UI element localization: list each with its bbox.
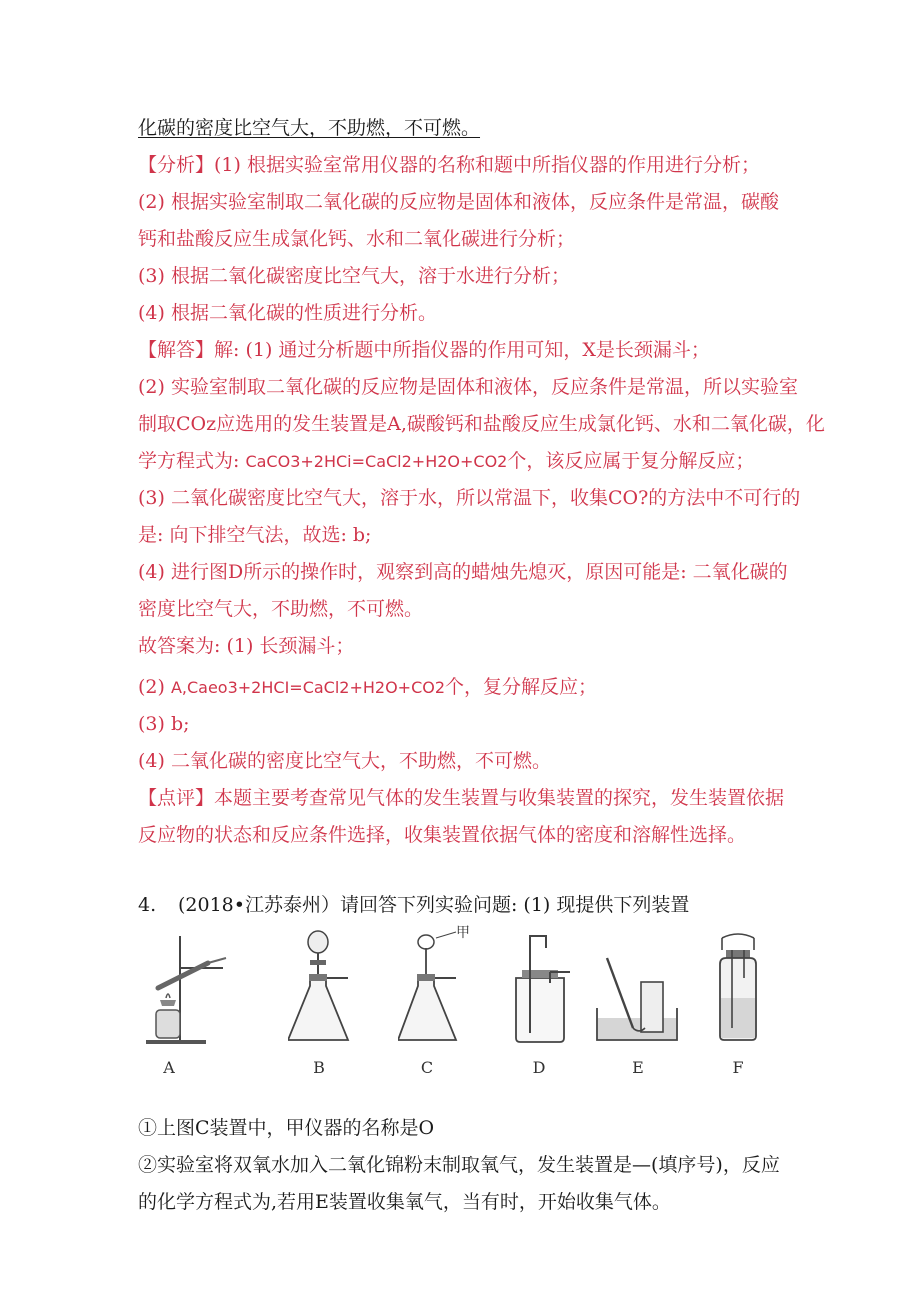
apparatus-c-diagram [398, 925, 488, 1077]
final-line-4: (4) 二氧化碳的密度比空气大，不助燃，不可燃。 [138, 750, 551, 772]
answer-line-6: 是: 向下排空气法，故选: b; [138, 524, 372, 546]
answer-line-3: 制取COz应选用的发生装置是A,碳酸钙和盐酸反应生成氯化钙、水和二氧化碳，化 [138, 413, 825, 435]
apparatus-b-label: B [313, 1058, 325, 1077]
comment-line-2: 反应物的状态和反应条件选择，收集装置依据气体的密度和溶解性选择。 [138, 824, 747, 846]
answer-line-7: (4) 进行图D所示的操作时，观察到高的蜡烛先熄灭，原因可能是: 二氧化碳的 [138, 561, 788, 583]
apparatus-f-label: F [732, 1058, 744, 1077]
answer-line-4 [138, 448, 754, 475]
analysis-tag: 【分析】 [138, 154, 215, 176]
answer-eq-suffix: 个，该反应属于复分解反应； [507, 450, 755, 472]
answer-tag: 【解答】 [138, 339, 215, 361]
final-line-2 [138, 674, 597, 701]
question-4-line [138, 892, 689, 918]
answer-line-8: 密度比空气大，不助燃，不可燃。 [138, 598, 424, 620]
comment-line-1 [138, 785, 784, 811]
question-sub-1: ①上图C装置中，甲仪器的名称是O [138, 1117, 435, 1139]
apparatus-c-label: C [420, 1058, 434, 1077]
question-number: 4. [138, 894, 157, 916]
text-line-1: 化碳的密度比空气大，不助燃，不可燃。 [138, 117, 481, 139]
final-line-3: (3) b; [138, 713, 190, 735]
analysis-text-1: (1) 根据实验室常用仪器的名称和题中所指仪器的作用进行分析； [214, 154, 760, 176]
apparatus-figure [138, 925, 788, 1078]
apparatus-b-diagram [288, 928, 368, 1077]
answer-line-2: (2) 实验室制取二氧化碳的反应物是固体和液体，反应条件是常温，所以实验室 [138, 376, 798, 398]
final-equation: A,Caeo3+2HCI=CaCl2+H2O+CO2 [170, 678, 446, 697]
analysis-line-5: (4) 根据二氧化碳的性质进行分析。 [138, 302, 437, 324]
question-sub-2: ②实验室将双氧水加入二氧化锦粉末制取氧气，发生装置是—(填序号)，反应 [138, 1154, 780, 1176]
apparatus-e-diagram [593, 928, 683, 1077]
answer-text-1: 解: (1) 通过分析题中所指仪器的作用可知，X是长颈漏斗； [214, 339, 710, 361]
jia-label: 甲 [456, 925, 470, 941]
comment-tag: 【点评】 [138, 787, 215, 809]
question-text: (2018•江苏泰州）请回答下列实验问题: (1) 现提供下列装置 [178, 894, 690, 916]
apparatus-a-diagram [138, 928, 228, 1077]
apparatus-e-label: E [632, 1058, 644, 1077]
analysis-line-1 [138, 152, 760, 178]
apparatus-d-label: D [532, 1058, 546, 1077]
comment-text-1: 本题主要考查常见气体的发生装置与收集装置的探究，发生装置依据 [214, 787, 785, 809]
final-line-1: 故答案为: (1) 长颈漏斗； [138, 635, 355, 657]
answer-line-5: (3) 二氧化碳密度比空气大，溶于水，所以常温下，收集CO?的方法中不可行的 [138, 487, 801, 509]
apparatus-f-diagram [708, 928, 788, 1077]
final-eq-prefix: (2) [138, 676, 171, 698]
apparatus-d-diagram [508, 928, 578, 1077]
answer-line-1 [138, 337, 710, 363]
answer-equation: CaCO3+2HCi=CaCl2+H2O+CO2 [245, 452, 508, 471]
analysis-line-2: (2) 根据实验室制取二氧化碳的反应物是固体和液体，反应条件是常温，碳酸 [138, 191, 779, 213]
analysis-line-4: (3) 根据二氧化碳密度比空气大，溶于水进行分析； [138, 265, 570, 287]
final-eq-suffix: 个，复分解反应； [445, 676, 598, 698]
apparatus-a-label: A [163, 1058, 175, 1077]
analysis-line-3: 钙和盐酸反应生成氯化钙、水和二氧化碳进行分析； [138, 228, 576, 250]
question-sub-3: 的化学方程式为,若用E装置收集氧气，当有时，开始收集气体。 [138, 1191, 671, 1213]
answer-eq-prefix: 学方程式为: [138, 450, 246, 472]
